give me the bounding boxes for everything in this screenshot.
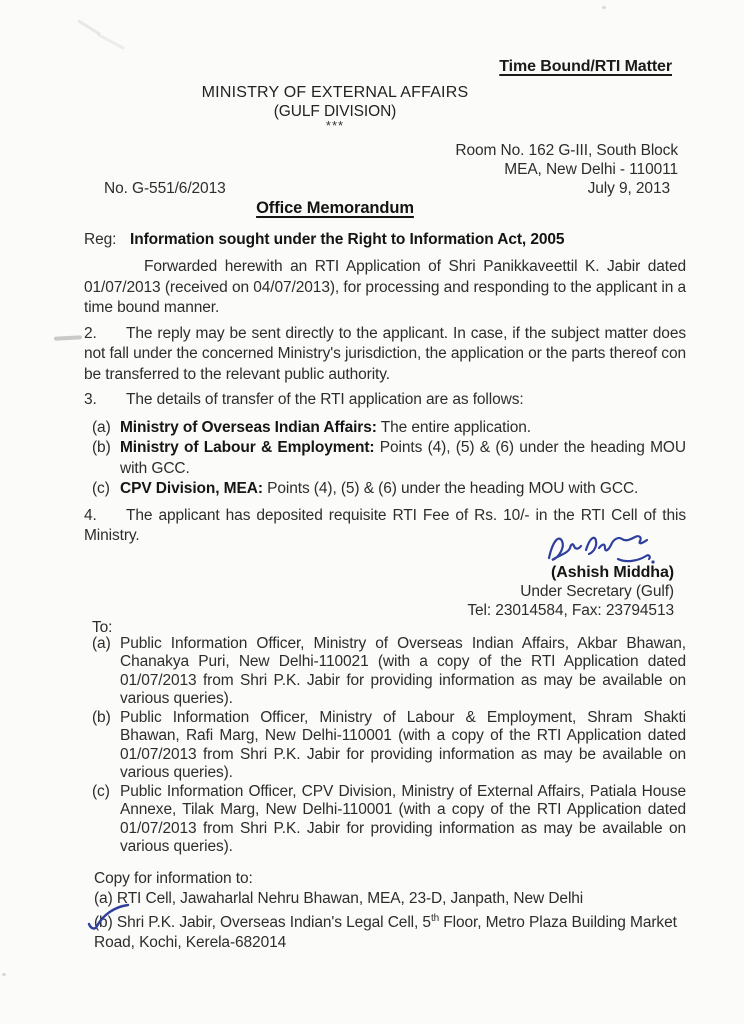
addressee-list xyxy=(84,635,686,857)
transfer-item-a xyxy=(92,418,686,439)
copy-text-end: Floor, Metro Plaza Building Market Road, Kochi, Kerela-682014 xyxy=(94,913,677,951)
reference-row xyxy=(84,179,686,198)
scan-speck xyxy=(602,6,606,9)
memo-date: July 9, 2013 xyxy=(587,180,670,197)
subject-line xyxy=(84,229,686,250)
paragraph-4-text: The applicant has deposited requisite RTI Fee of Rs. 10/- in the RTI Cell of this Ministry. xyxy=(84,506,686,544)
paragraph-2-number: 2. xyxy=(84,324,97,342)
transfer-org: Ministry of Labour & Employment: xyxy=(120,439,375,456)
star-separator: *** xyxy=(325,118,345,133)
classification-text: Time Bound/RTI Matter xyxy=(499,58,672,75)
signatory-name: (Ashish Middha) xyxy=(551,563,674,581)
address-line-1: Room No. 162 G-III, South Block xyxy=(455,142,678,159)
copy-text-start: Shri P.K. Jabir, Overseas Indian's Legal Cell, 5 xyxy=(116,913,431,931)
office-address xyxy=(84,141,686,179)
paragraph-3-number: 3. xyxy=(84,391,97,408)
transfer-detail: Points (4), (5) & (6) under the heading MOU with GCC. xyxy=(120,439,686,477)
document-title: Office Memorandum xyxy=(256,199,414,217)
ordinal-suffix: th xyxy=(430,912,440,924)
addressee-item-a xyxy=(92,635,686,709)
transfer-list xyxy=(84,418,686,500)
item-marker: (c) xyxy=(92,480,110,497)
copy-item-a xyxy=(94,889,686,909)
addressee-text: Public Information Officer, Ministry of Overseas Indian Affairs, Akbar Bhawan, Chanakya Puri, New Delhi-110021 (with a copy of the RTI Application dated 01/07/2013 from Shri P.K. Jabir for providing information as may be available on various queries). xyxy=(120,634,686,707)
item-marker: (a) xyxy=(92,418,111,436)
subject-label: Reg: xyxy=(84,231,117,248)
copy-section xyxy=(94,869,686,953)
transfer-item-c xyxy=(92,479,686,500)
to-label: To: xyxy=(92,618,113,636)
paragraph-2 xyxy=(84,324,686,386)
item-marker: (a) xyxy=(94,889,113,907)
transfer-detail: Points (4), (5) & (6) under the heading MOU with GCC. xyxy=(267,480,639,497)
ministry-name: MINISTRY OF EXTERNAL AFFAIRS xyxy=(201,84,469,101)
transfer-org: Ministry of Overseas Indian Affairs: xyxy=(120,418,377,436)
checkmark-icon xyxy=(85,902,131,932)
signature-scribble-icon xyxy=(542,529,668,569)
item-marker: (c) xyxy=(92,782,110,800)
item-marker: (b) xyxy=(92,708,111,726)
addressee-text: Public Information Officer, Ministry of Labour & Employment, Shram Shakti Bhawan, Rafi Marg, New Delhi-110001 (with a copy of the RTI Application dated 01/07/2013 from Shri P.K. Jabir for providing information as may be available on various queries). xyxy=(120,708,686,781)
item-marker: (a) xyxy=(92,634,111,652)
paragraph-1: Forwarded herewith an RTI Application of Shri Panikkaveettil K. Jabir dated 01/07/2013 (received on 04/07/2013), for processing and responding to the applicant in a time bound manner. xyxy=(84,258,686,316)
file-number: No. G-551/6/2013 xyxy=(104,180,226,197)
item-marker: (b) xyxy=(92,439,111,456)
letterhead xyxy=(34,83,636,131)
addressee-text: Public Information Officer, CPV Division, Ministry of External Affairs, Patiala House Annexe, Tilak Marg, New Delhi-110001 (with a copy of the RTI Application dated 01/07/2013 from Shri P.K. Jabir for providing information as may be available on various queries). xyxy=(120,782,686,855)
paragraph-3-text: The details of transfer of the RTI application are as follows: xyxy=(126,391,524,408)
transfer-org: CPV Division, MEA: xyxy=(120,480,263,497)
division-name: (GULF DIVISION) xyxy=(273,103,397,120)
scan-speck xyxy=(2,973,6,976)
addressee-item-b xyxy=(92,709,686,783)
scan-dash-artifact xyxy=(54,335,82,340)
item-marker: (b) xyxy=(94,913,113,931)
paragraph-4-number: 4. xyxy=(84,506,97,524)
signatory-contact: Tel: 23014584, Fax: 23794513 xyxy=(467,601,674,619)
copy-item-b xyxy=(94,909,686,953)
subject-text: Information sought under the Right to Information Act, 2005 xyxy=(130,231,565,248)
addressee-item-c xyxy=(92,783,686,857)
signatory-designation: Under Secretary (Gulf) xyxy=(520,582,674,600)
paragraph-3 xyxy=(84,390,686,411)
copy-text: RTI Cell, Jawaharlal Nehru Bhawan, MEA, 23-D, Janpath, New Delhi xyxy=(116,889,584,907)
transfer-detail: The entire application. xyxy=(380,418,531,436)
copy-label: Copy for information to: xyxy=(94,869,253,887)
paragraph-2-text: The reply may be sent directly to the applicant. In case, if the subject matter does not fall under the concerned Ministry's jurisdiction, the application or the parts thereof con be transferred to the relevant public authority. xyxy=(84,324,686,383)
classification-banner xyxy=(84,57,686,77)
address-line-2: MEA, New Delhi - 110011 xyxy=(504,161,678,178)
scan-smudge xyxy=(97,33,125,50)
transfer-item-b xyxy=(92,438,686,479)
signature-block xyxy=(84,563,686,620)
